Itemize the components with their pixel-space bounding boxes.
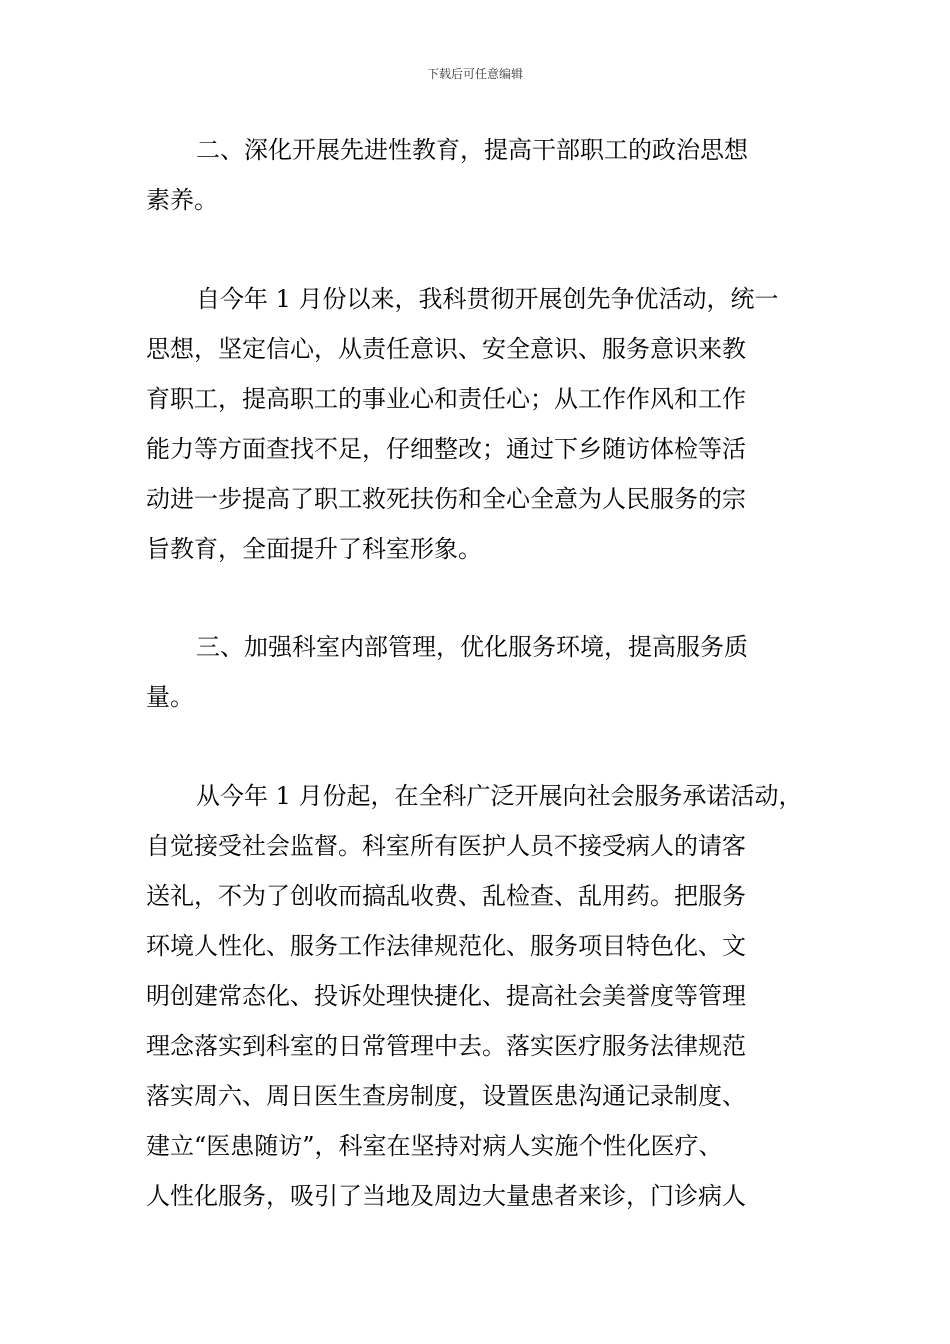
- text-line: 动进一步提高了职工救死扶伤和全心全意为人民服务的宗: [146, 485, 746, 513]
- paragraph-section-three-heading: [146, 622, 811, 722]
- text-line: 能力等方面查找不足，仔细整改；通过下乡随访体检等活: [146, 435, 746, 463]
- text-line: 旨教育，全面提升了科室形象。: [146, 535, 482, 563]
- text-line: 自今年 1 月份以来，我科贯彻开展创先争优活动，统一: [196, 285, 779, 313]
- paragraph-section-two-heading: [146, 125, 811, 225]
- paragraph-management-body: [146, 771, 811, 1221]
- text-line: 量。: [146, 683, 194, 711]
- text-line: 落实周六、周日医生查房制度，设置医患沟通记录制度、: [146, 1082, 746, 1110]
- text-line: 三、加强科室内部管理，优化服务环境，提高服务质: [196, 633, 748, 661]
- text-line: 人性化服务，吸引了当地及周边大量患者来诊，门诊病人: [146, 1182, 746, 1210]
- page-header: 下载后可任意编辑: [426, 67, 523, 81]
- text-line: 自觉接受社会监督。科室所有医护人员不接受病人的请客: [146, 832, 746, 860]
- text-line: 思想，坚定信心，从责任意识、安全意识、服务意识来教: [146, 335, 746, 363]
- text-line: 从今年 1 月份起，在全科广泛开展向社会服务承诺活动，: [196, 782, 803, 810]
- text-line: 育职工，提高职工的事业心和责任心；从工作作风和工作: [146, 385, 746, 413]
- text-line: 素养。: [146, 186, 218, 214]
- paragraph-education-body: [146, 274, 811, 574]
- text-line: 二、深化开展先进性教育，提高干部职工的政治思想: [196, 136, 748, 164]
- text-line: 理念落实到科室的日常管理中去。落实医疗服务法律规范: [146, 1032, 746, 1060]
- text-line: 明创建常态化、投诉处理快捷化、提高社会美誉度等管理: [146, 982, 746, 1010]
- text-line: 环境人性化、服务工作法律规范化、服务项目特色化、文: [146, 932, 746, 960]
- text-line: 送礼，不为了创收而搞乱收费、乱检查、乱用药。把服务: [146, 882, 746, 910]
- text-line: 建立“医患随访”，科室在坚持对病人实施个性化医疗、: [146, 1132, 723, 1160]
